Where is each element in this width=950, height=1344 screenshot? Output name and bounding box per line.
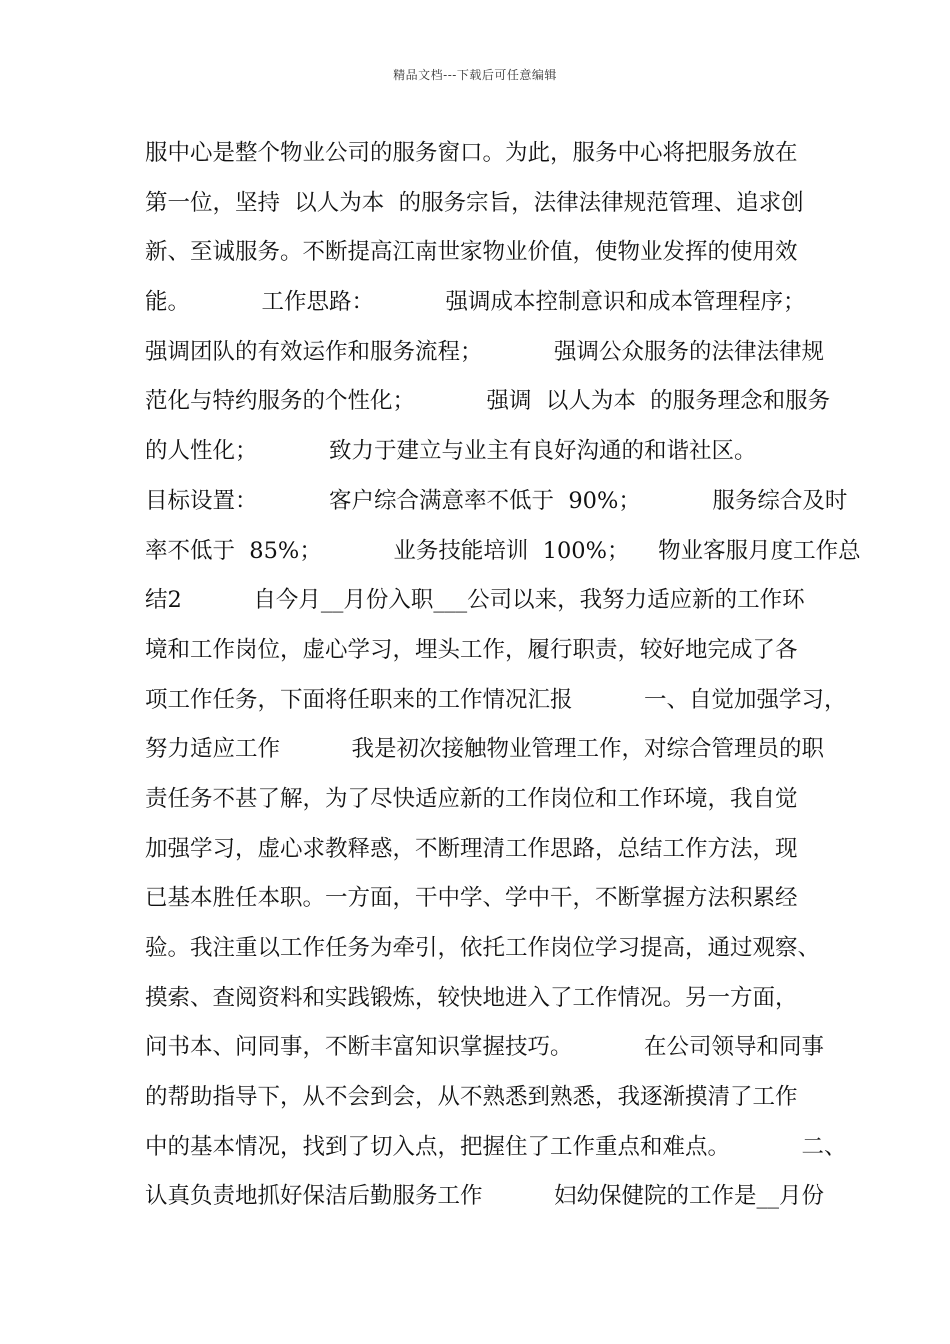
text-line: 摸索、查阅资料和实践锻炼，较快地进入了工作情况。另一方面， — [145, 984, 798, 1011]
text-line: 已基本胜任本职。一方面，干中学、学中干，不断掌握方法积累经 — [145, 885, 798, 912]
text-line: 努力适应工作 我是初次接触物业管理工作，对综合管理员的职 — [145, 736, 825, 763]
text-line: 范化与特约服务的个性化； 强调 以人为本 的服务理念和服务 — [145, 388, 831, 415]
text-line: 的帮助指导下，从不会到会，从不熟悉到熟悉，我逐渐摸清了工作 — [145, 1084, 798, 1111]
text-line: 第一位，坚持 以人为本 的服务宗旨，法律法律规范管理、追求创 — [145, 189, 804, 216]
text-line: 新、至诚服务。不断提高江南世家物业价值，使物业发挥的使用效 — [145, 239, 798, 266]
text-line: 问书本、问同事，不断丰富知识掌握技巧。 在公司领导和同事 — [145, 1034, 825, 1061]
text-line: 服中心是整个物业公司的服务窗口。为此，服务中心将把服务放在 — [145, 140, 798, 166]
text-line: 强调团队的有效运作和服务流程； 强调公众服务的法律法律规 — [145, 338, 825, 365]
text-line: 目标设置： 客户综合满意率不低于 90%； 服务综合及时 — [145, 487, 848, 514]
text-line: 率不低于 85%； 业务技能培训 100%； 物业客服月度工作总 — [145, 537, 861, 564]
text-line: 认真负责地抓好保洁后勤服务工作 妇幼保健院的工作是__月份 — [145, 1183, 825, 1210]
text-line: 境和工作岗位，虚心学习，埋头工作，履行职责，较好地完成了各 — [145, 636, 798, 663]
text-line: 的人性化； 致力于建立与业主有良好沟通的和谐社区。 — [145, 438, 757, 465]
text-line: 加强学习，虚心求教释惑，不断理清工作思路，总结工作方法，现 — [145, 835, 798, 862]
text-line: 能。 工作思路： 强调成本控制意识和成本管理程序； — [145, 289, 806, 316]
text-line: 验。我注重以工作任务为牵引，依托工作岗位学习提高，通过观察、 — [145, 935, 821, 961]
text-line: 结2 自今月__月份入职___公司以来，我努力适应新的工作环 — [145, 587, 805, 614]
text-line: 责任务不甚了解，为了尽快适应新的工作岗位和工作环境，我自觉 — [145, 785, 798, 812]
page-header: 精品文档---下载后可任意编辑 — [393, 68, 557, 82]
body-text — [145, 131, 861, 1224]
text-line: 中的基本情况，找到了切入点，把握住了工作重点和难点。 二、 — [145, 1133, 847, 1160]
text-line: 项工作任务，下面将任职来的工作情况汇报 一、自觉加强学习， — [145, 686, 847, 713]
